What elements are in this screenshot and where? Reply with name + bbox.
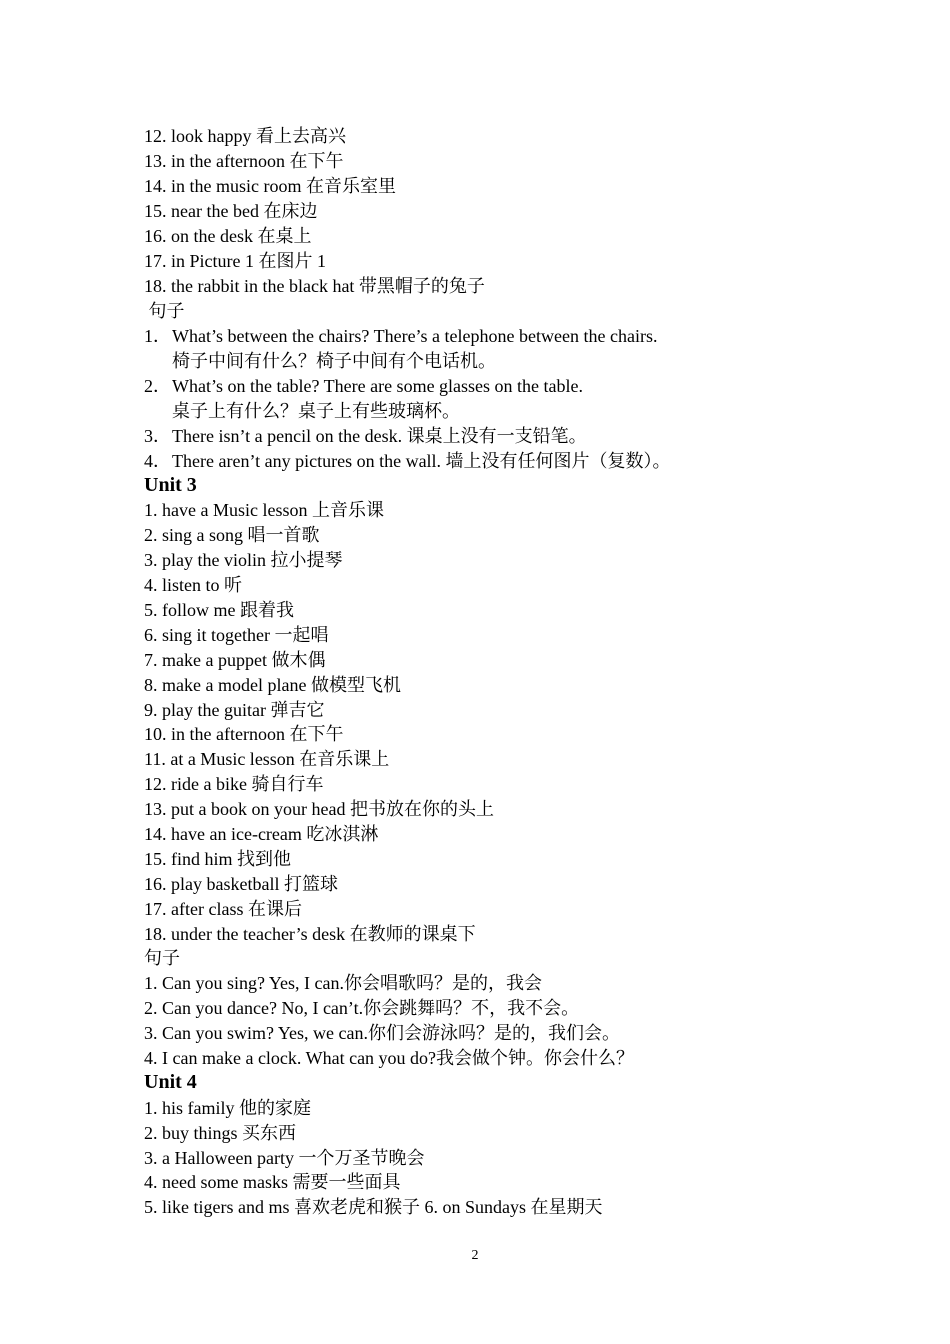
unit-heading: Unit 4 (144, 1071, 197, 1093)
sentence-english: What’s on the table? There are some glasses on the table. (172, 376, 584, 396)
list-item: 13. in the afternoon 在下午 (144, 151, 344, 171)
list-item: 4. need some masks 需要一些面具 (144, 1172, 401, 1192)
list-item: 2. buy things 买东西 (144, 1123, 297, 1143)
list-item: 18. under the teacher’s desk 在教师的课桌下 (144, 924, 476, 944)
list-item: 18. the rabbit in the black hat 带黑帽子的兔子 (144, 276, 485, 296)
list-item: 16. on the desk 在桌上 (144, 226, 312, 246)
list-item: 15. near the bed 在床边 (144, 201, 318, 221)
sentence-item (144, 449, 671, 473)
list-item: 5. follow me 跟着我 (144, 600, 294, 620)
list-item: 17. after class 在课后 (144, 899, 302, 919)
list-item: 11. at a Music lesson 在音乐课上 (144, 749, 390, 769)
sentence-translation: 桌子上有什么？桌子上有些玻璃杯。 (172, 401, 460, 421)
sentence-number: 4． (144, 451, 171, 471)
sentence-item: 2. Can you dance? No, I can’t.你会跳舞吗？不，我不会。 (144, 998, 580, 1018)
list-item: 15. find him 找到他 (144, 849, 291, 869)
list-item: 4. listen to 听 (144, 575, 242, 595)
list-item: 14. have an ice-cream 吃冰淇淋 (144, 824, 379, 844)
list-item: 7. make a puppet 做木偶 (144, 650, 326, 670)
sentence-english: There aren’t any pictures on the wall. 墙上没有任何图片（复数）。 (172, 451, 671, 471)
sentence-number: 2． (144, 376, 171, 396)
list-item: 1. have a Music lesson 上音乐课 (144, 500, 384, 520)
sentence-item: 3. Can you swim? Yes, we can.你们会游泳吗？是的，我们会。 (144, 1023, 620, 1043)
sentence-english: There isn’t a pencil on the desk. 课桌上没有一支铅笔。 (172, 426, 587, 446)
list-item: 14. in the music room 在音乐室里 (144, 176, 396, 196)
list-item: 8. make a model plane 做模型飞机 (144, 675, 401, 695)
list-item: 2. sing a song 唱一首歌 (144, 525, 320, 545)
sentence-number: 1． (144, 326, 171, 346)
page-number: 2 (471, 1248, 479, 1263)
list-item: 3. a Halloween party 一个万圣节晚会 (144, 1148, 425, 1168)
sentence-translation: 椅子中间有什么？椅子中间有个电话机。 (172, 351, 496, 371)
sentence-english: What’s between the chairs? There’s a telephone between the chairs. (172, 326, 658, 346)
list-item: 5. like tigers and ms 喜欢老虎和猴子 6. on Sundays 在星期天 (144, 1197, 603, 1217)
sentence-number: 3． (144, 426, 171, 446)
section-label-sentences: 句子 (144, 948, 180, 968)
list-item: 16. play basketball 打篮球 (144, 874, 338, 894)
list-item: 10. in the afternoon 在下午 (144, 724, 344, 744)
section-label-sentences: 句子 (144, 301, 185, 321)
list-item: 6. sing it together 一起唱 (144, 625, 329, 645)
sentence-item: 4. I can make a clock. What can you do?我会做个钟。你会什么？ (144, 1048, 635, 1068)
list-item: 1. his family 他的家庭 (144, 1098, 311, 1118)
sentence-item (144, 424, 587, 448)
list-item: 12. look happy 看上去高兴 (144, 126, 346, 146)
list-item: 12. ride a bike 骑自行车 (144, 774, 324, 794)
list-item: 9. play the guitar 弹吉它 (144, 700, 325, 720)
sentence-item (144, 374, 583, 398)
list-item: 3. play the violin 拉小提琴 (144, 550, 343, 570)
list-item: 13. put a book on your head 把书放在你的头上 (144, 799, 494, 819)
unit-heading: Unit 3 (144, 474, 197, 496)
sentence-item: 1. Can you sing? Yes, I can.你会唱歌吗？是的，我会 (144, 973, 542, 993)
sentence-item (144, 324, 657, 348)
list-item: 17. in Picture 1 在图片 1 (144, 251, 326, 271)
